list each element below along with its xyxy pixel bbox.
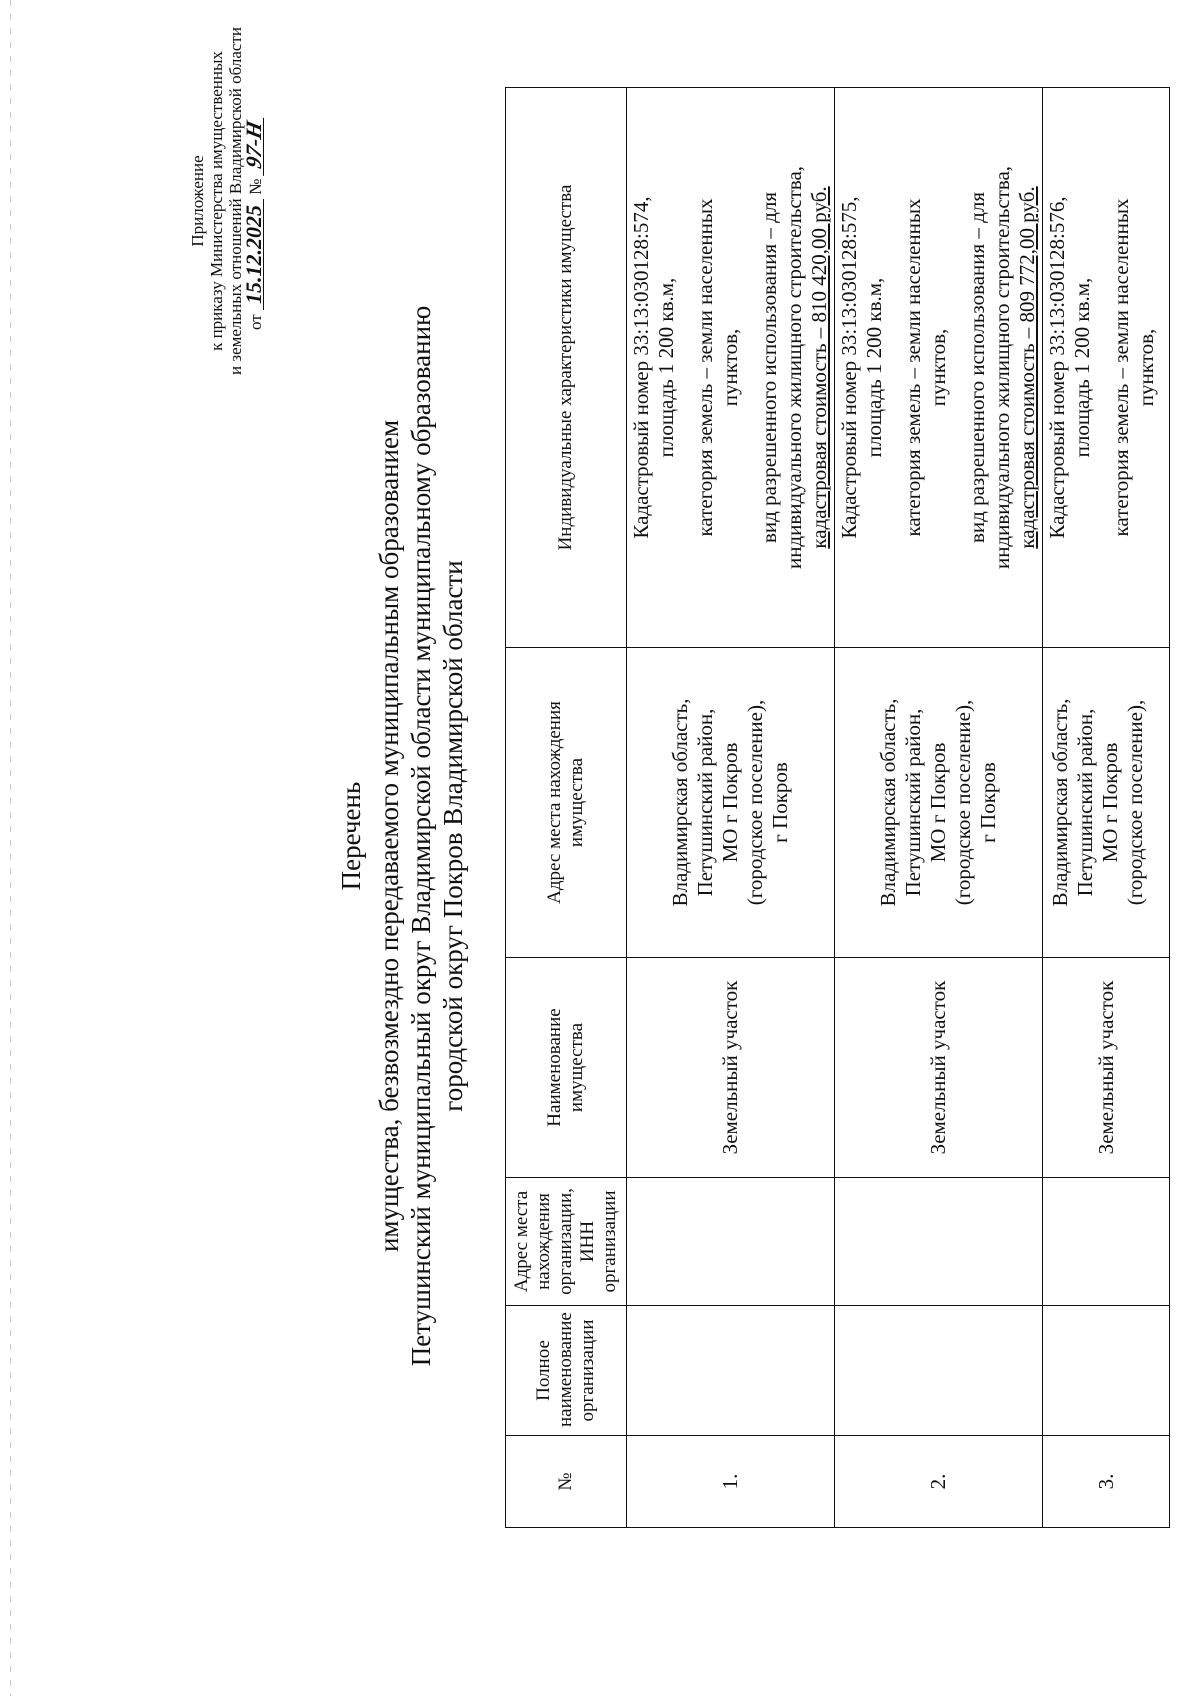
characteristic-line: индивидуального жилищного строительства, — [782, 165, 806, 570]
line-gap — [743, 94, 757, 641]
header-org-name: Полное наименование организации — [506, 1306, 627, 1436]
row-property-address — [1043, 648, 1170, 958]
row-characteristics — [835, 88, 1043, 648]
title-heading: Перечень — [336, 781, 366, 891]
characteristic-line: вид разрешенного использования – для — [965, 192, 989, 544]
row-org-name — [627, 1306, 835, 1436]
address-line: МО г Покров — [718, 742, 742, 863]
characteristic-line: площадь 1 200 кв.м, — [654, 277, 678, 458]
characteristic-line: индивидуального жилищного строительства, — [990, 165, 1014, 570]
address-line: МО г Покров — [1098, 742, 1122, 863]
characteristic-line: категория земель – земли населенных — [1109, 198, 1133, 537]
address-line: Петушинский район, — [901, 708, 925, 897]
address-line: г Покров — [768, 762, 792, 843]
header-property-address: Адрес места нахождения имущества — [506, 648, 627, 958]
line-gap — [887, 94, 901, 641]
table-row — [627, 88, 835, 1528]
row-property-name: Земельный участок — [627, 958, 835, 1178]
appendix-title: Приложение — [188, 155, 207, 247]
document-title — [335, 96, 469, 1576]
line-gap — [951, 94, 965, 641]
row-characteristics — [1043, 88, 1170, 648]
characteristic-line: пунктов, — [1134, 328, 1158, 407]
address-line: (городское поселение), — [743, 699, 767, 906]
address-line: Владимирская область, — [1048, 698, 1072, 907]
address-line: Петушинский район, — [693, 708, 717, 897]
row-org-name — [1043, 1306, 1170, 1436]
header-number: № — [506, 1436, 627, 1528]
title-line-1: имущества, безвозмездно передаваемого муниципальным образованием — [374, 419, 404, 1253]
address-line: Владимирская область, — [668, 698, 692, 907]
appendix-order-line: к приказу Министерства имущественных — [207, 51, 226, 351]
header-property-characteristics: Индивидуальные характеристики имущества — [506, 88, 627, 648]
appendix-ministry-line: и земельных отношений Владимирской области — [226, 27, 245, 375]
characteristic-line: пунктов, — [718, 328, 742, 407]
title-line-3: городской округ Покров Владимирской области — [438, 560, 468, 1112]
characteristic-line: кадастровая стоимость – 810 420,00 руб. — [807, 186, 831, 549]
address-line: (городское поселение), — [951, 699, 975, 906]
row-number: 3. — [1043, 1436, 1170, 1528]
address-line: г Покров — [976, 762, 1000, 843]
row-number: 2. — [835, 1436, 1043, 1528]
handwritten-number: 97-Н — [245, 114, 264, 176]
row-org-address — [835, 1178, 1043, 1306]
header-org-address: Адрес места нахождения организации, ИНН организации — [506, 1178, 627, 1306]
characteristic-line: кадастровая стоимость – 809 772,00 руб. — [1015, 186, 1039, 549]
characteristic-line: категория земель – земли населенных — [901, 198, 925, 537]
address-line: (городское поселение), — [1123, 699, 1147, 906]
characteristic-line: вид разрешенного использования – для — [757, 192, 781, 544]
characteristic-line: площадь 1 200 кв.м, — [1070, 277, 1094, 458]
line-gap — [1095, 94, 1109, 641]
row-property-name: Земельный участок — [835, 958, 1043, 1178]
handwritten-date: 15.12.2025 — [245, 199, 264, 310]
appendix-block — [188, 16, 265, 386]
table-header-row — [506, 88, 627, 1528]
number-prefix: № — [246, 178, 265, 195]
row-org-address — [627, 1178, 835, 1306]
characteristic-line: Кадастровый номер 33:13:030128:576, — [1045, 196, 1069, 539]
address-line: Петушинский район, — [1073, 708, 1097, 897]
characteristic-line: пунктов, — [926, 328, 950, 407]
characteristic-line: Кадастровый номер 33:13:030128:574, — [629, 196, 653, 539]
row-property-address — [627, 648, 835, 958]
line-gap — [679, 94, 693, 641]
appendix-date-line — [241, 16, 266, 386]
row-characteristics — [627, 88, 835, 648]
row-number: 1. — [627, 1436, 835, 1528]
row-property-name: Земельный участок — [1043, 958, 1170, 1178]
table-row — [1043, 88, 1170, 1528]
address-line: МО г Покров — [926, 742, 950, 863]
table-row — [835, 88, 1043, 1528]
row-org-name — [835, 1306, 1043, 1436]
characteristic-line: категория земель – земли населенных — [693, 198, 717, 537]
row-org-address — [1043, 1178, 1170, 1306]
property-table — [505, 87, 1170, 1528]
characteristic-line: Кадастровый номер 33:13:030128:575, — [837, 196, 861, 539]
title-line-2: Петушинский муниципальный округ Владимирской области муниципальному образованию — [406, 305, 436, 1367]
header-property-name: Наименование имущества — [506, 958, 627, 1178]
row-property-address — [835, 648, 1043, 958]
address-line: Владимирская область, — [876, 698, 900, 907]
date-prefix: от — [246, 314, 265, 330]
characteristic-line: площадь 1 200 кв.м, — [862, 277, 886, 458]
